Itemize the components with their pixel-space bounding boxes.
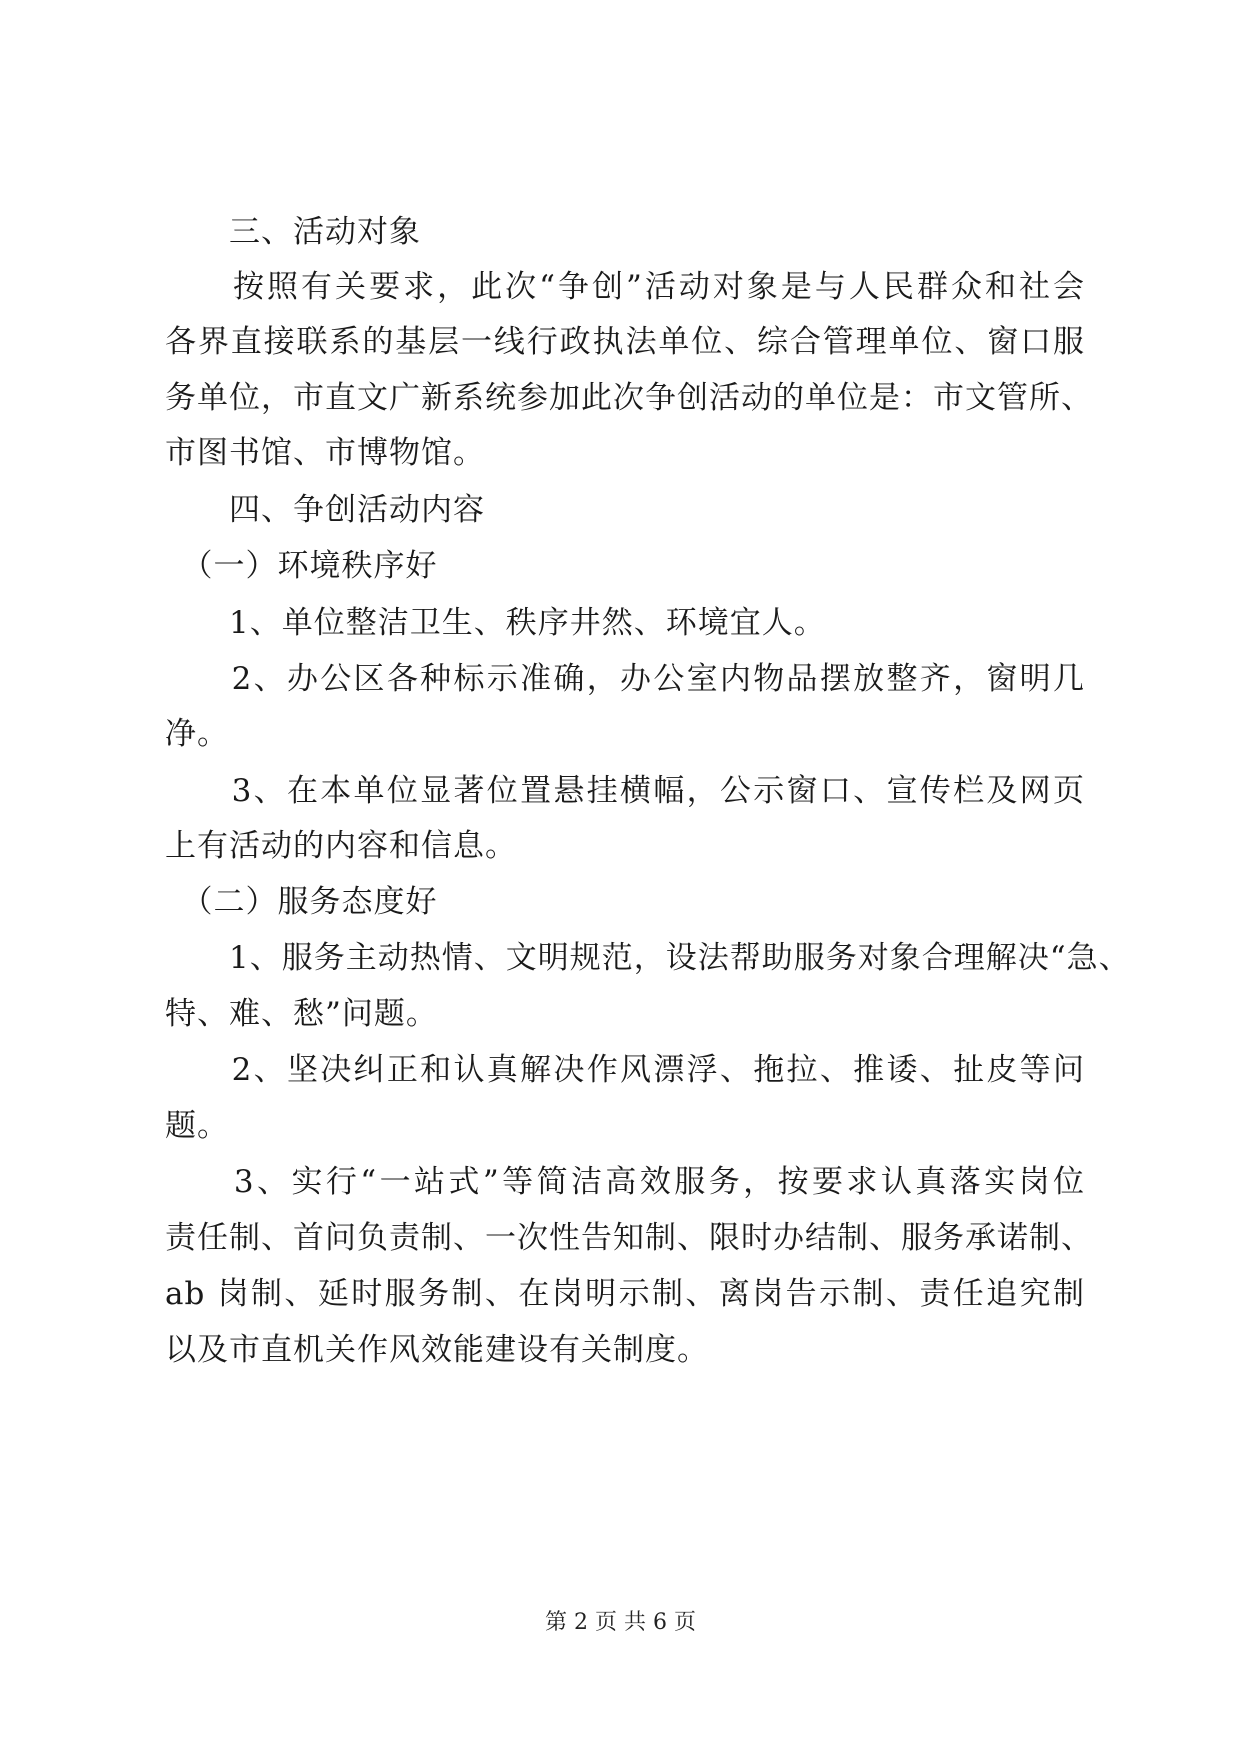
subsection-heading-2: （二）服务态度好 [165, 884, 438, 920]
subsection-heading-1: （一）环境秩序好 [165, 548, 438, 584]
section-heading-4: 四、争创活动内容 [165, 492, 485, 528]
body-line: 各界直接联系的基层一线行政执法单位、综合管理单位、窗口服 [165, 324, 1085, 360]
list-item-continuation: 责任制、首问负责制、一次性告知制、限时办结制、服务承诺制、 [165, 1220, 1093, 1256]
list-item: 1、服务主动热情、文明规范，设法帮助服务对象合理解决“急、 [165, 940, 1131, 976]
list-item: 2、办公区各种标示准确，办公室内物品摆放整齐，窗明几 [165, 661, 1085, 697]
list-item-continuation: 题。 [165, 1108, 229, 1144]
list-item-continuation: 净。 [165, 716, 229, 752]
list-item-continuation: 特、难、愁”问题。 [165, 996, 438, 1032]
list-item-continuation: 上有活动的内容和信息。 [165, 828, 517, 864]
list-item: 1、单位整洁卫生、秩序井然、环境宜人。 [165, 605, 826, 641]
list-item: 3、实行“一站式”等简洁高效服务，按要求认真落实岗位 [165, 1164, 1085, 1200]
list-item-continuation: 以及市直机关作风效能建设有关制度。 [165, 1332, 709, 1368]
body-line: 按照有关要求，此次“争创”活动对象是与人民群众和社会 [165, 269, 1085, 305]
list-item: 2、坚决纠正和认真解决作风漂浮、拖拉、推诿、扯皮等问 [165, 1052, 1085, 1088]
list-item-continuation: ab 岗制、延时服务制、在岗明示制、离岗告示制、责任追究制 [165, 1276, 1085, 1312]
body-line: 市图书馆、市博物馆。 [165, 435, 485, 471]
page-footer: 第 2 页 共 6 页 [545, 1610, 696, 1635]
section-heading-3: 三、活动对象 [165, 214, 421, 250]
list-item: 3、在本单位显著位置悬挂横幅，公示窗口、宣传栏及网页 [165, 773, 1085, 809]
body-line: 务单位，市直文广新系统参加此次争创活动的单位是：市文管所、 [165, 380, 1093, 416]
